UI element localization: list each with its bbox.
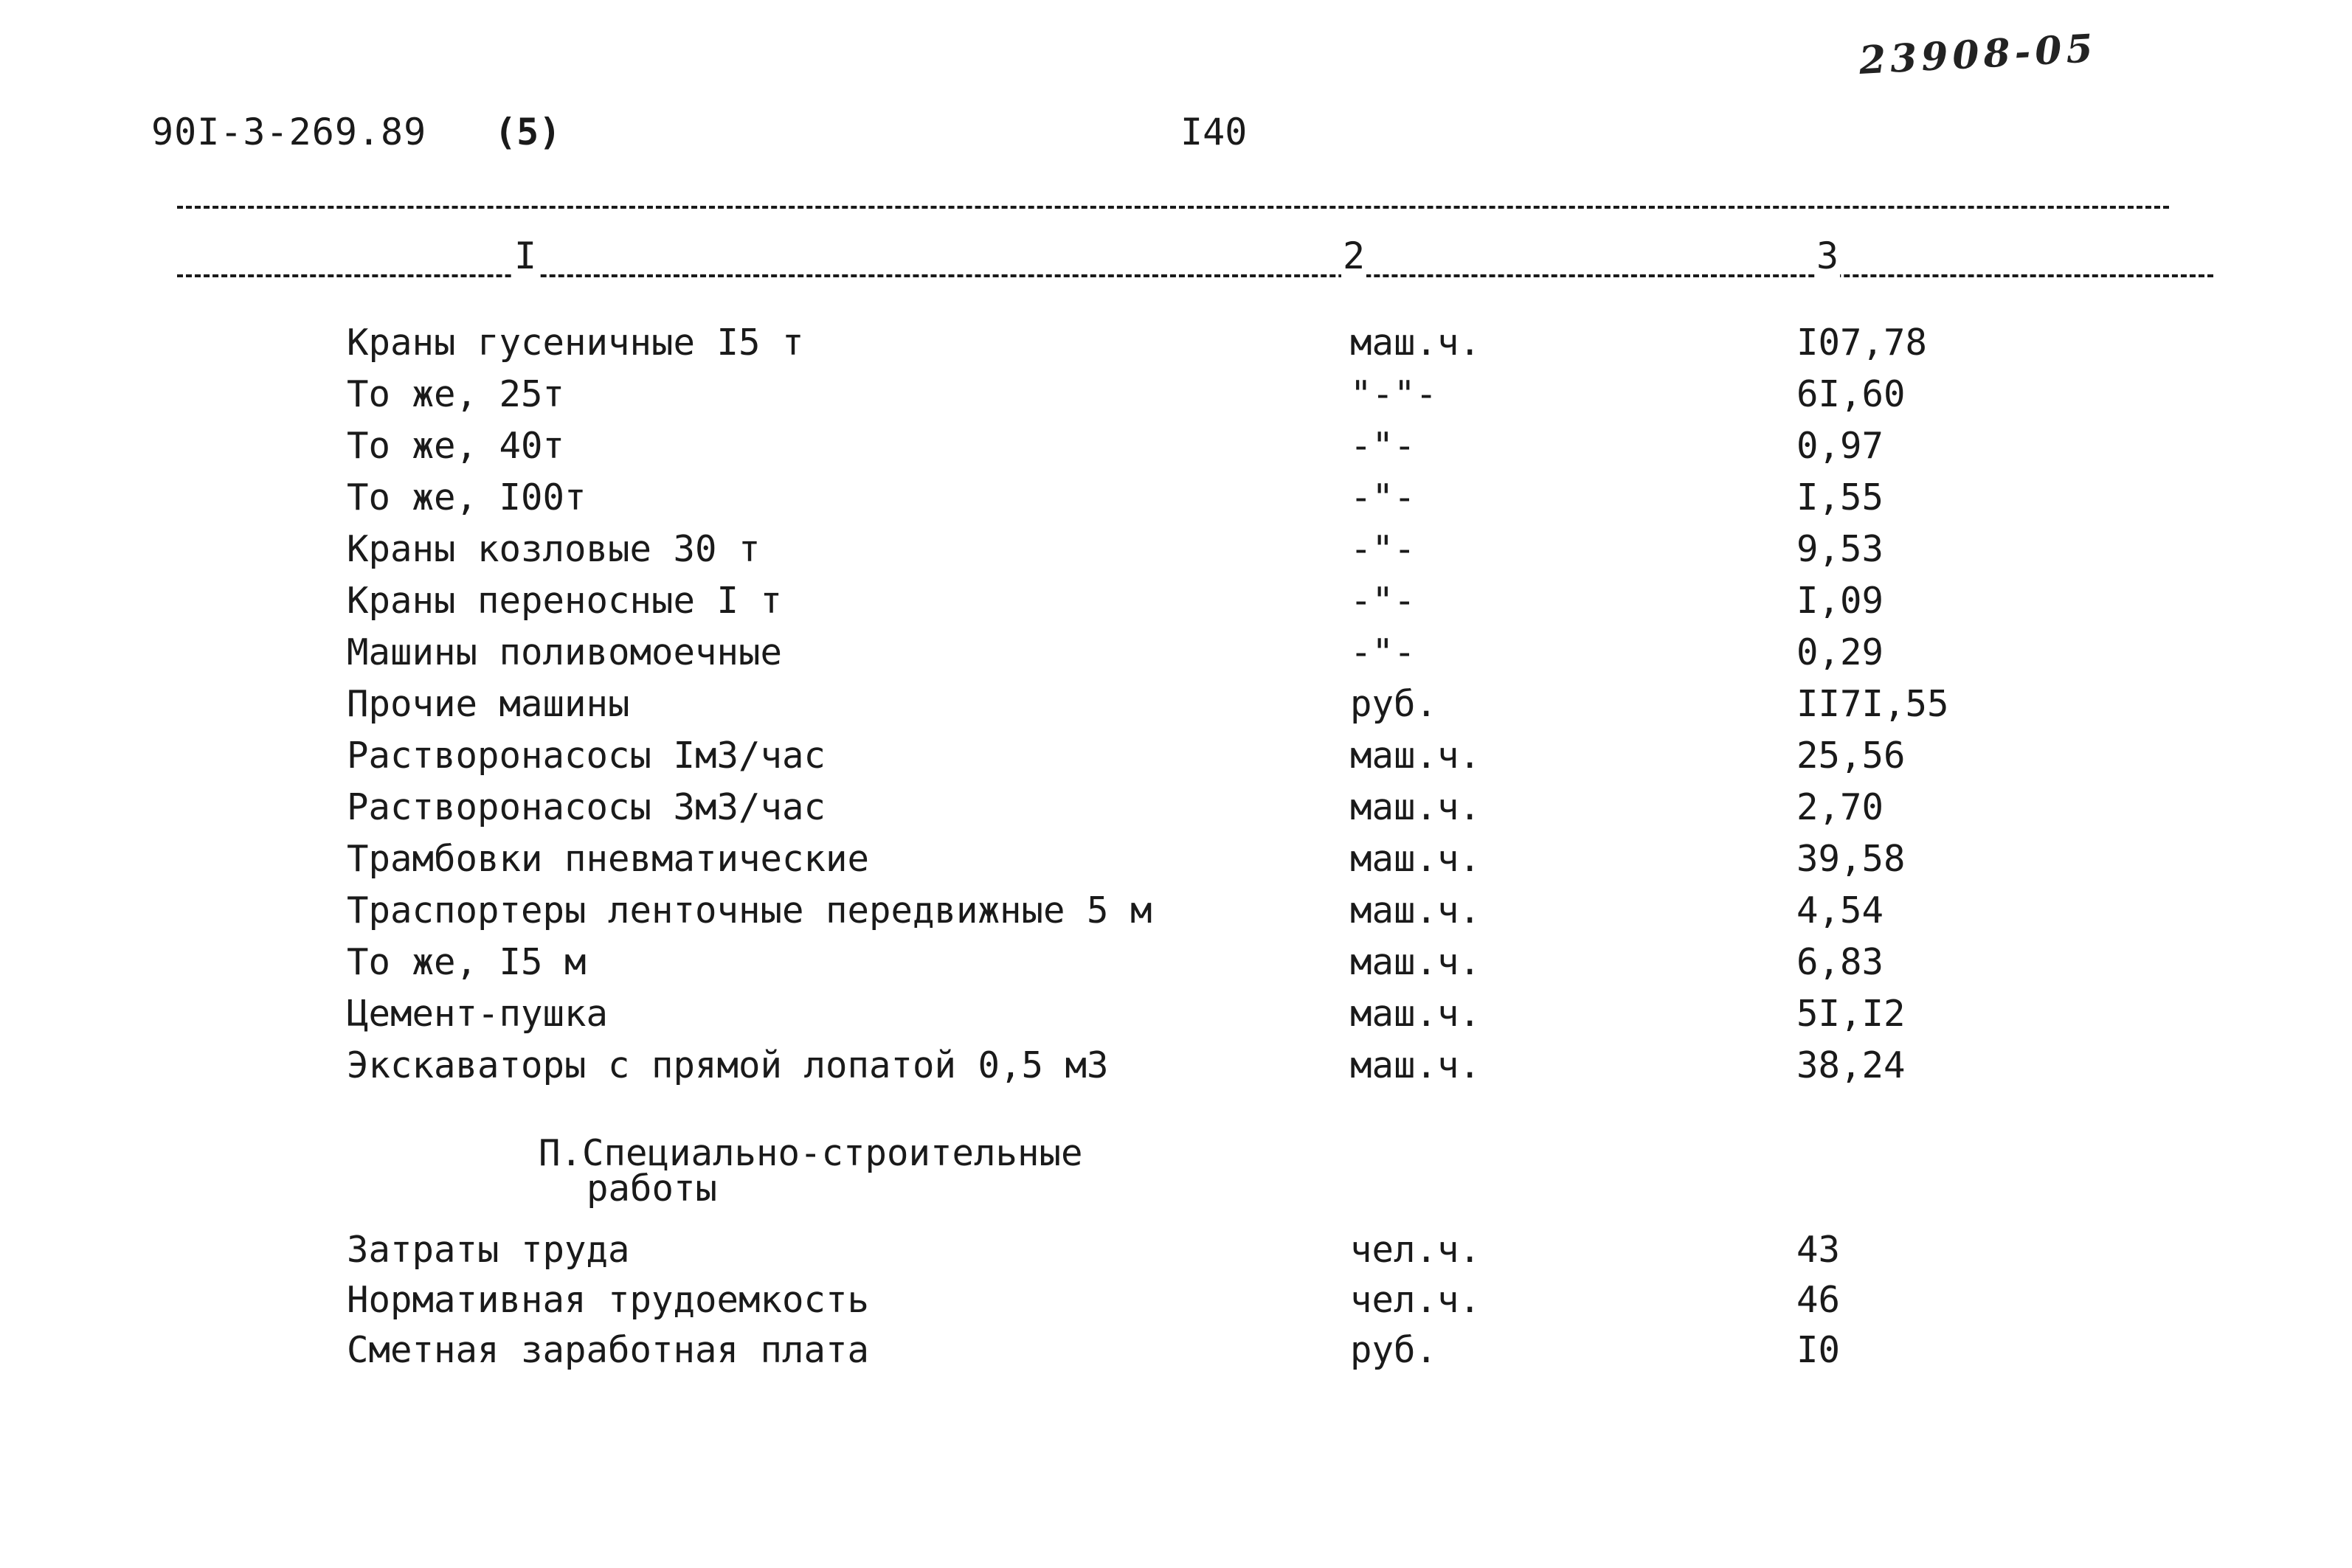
row-unit: маш.ч. [1350, 838, 1481, 880]
table-row [0, 885, 2352, 937]
sheet-label: (5) [494, 111, 561, 153]
table-row [0, 524, 2352, 575]
row-value: 5I,I2 [1796, 993, 1906, 1035]
column-header-2: 2 [1343, 235, 1366, 277]
row-value: 4,54 [1796, 889, 1884, 932]
dashed-rule-top [177, 206, 2169, 209]
table-row [0, 679, 2352, 730]
document-code: 90I-3-269.89 [151, 111, 427, 153]
row-name: Краны козловые 30 т [347, 528, 761, 570]
table-row [0, 833, 2352, 885]
row-value: 6,83 [1796, 941, 1884, 983]
row-value: 6I,60 [1796, 373, 1906, 415]
row-name: То же, 40т [347, 425, 565, 467]
row-unit: -"- [1350, 580, 1416, 622]
row-name: Краны гусеничные I5 т [347, 322, 804, 364]
table-body [0, 317, 2352, 1375]
row-unit: маш.ч. [1350, 1044, 1481, 1086]
section-rows [0, 1224, 2352, 1375]
row-unit: -"- [1350, 528, 1416, 570]
row-value: I,09 [1796, 580, 1884, 622]
row-name: Машины поливомоечные [347, 631, 783, 673]
handwritten-number: 23908-05 [1858, 26, 2099, 83]
row-value: I07,78 [1796, 322, 1928, 364]
row-name: Затраты труда [347, 1229, 630, 1271]
section-title-continuation: работы [587, 1168, 718, 1210]
table-row [0, 1274, 2352, 1325]
row-value: 2,70 [1796, 786, 1884, 828]
row-value: 0,97 [1796, 425, 1884, 467]
row-name: Растворонасосы 3м3/час [347, 786, 826, 828]
row-name: Трамбовки пневматические [347, 838, 870, 880]
row-name: Растворонасосы Iм3/час [347, 735, 826, 777]
row-unit: маш.ч. [1350, 322, 1481, 364]
row-unit: маш.ч. [1350, 889, 1481, 932]
section-title: П.Специально-строительные [539, 1132, 1083, 1174]
table-row [0, 1040, 2352, 1092]
table-row [0, 420, 2352, 472]
row-name: То же, 25т [347, 373, 565, 415]
table-row [0, 627, 2352, 679]
row-value: I0 [1796, 1329, 1841, 1371]
row-value: I,55 [1796, 476, 1884, 518]
row-name: Нормативная трудоемкость [347, 1279, 870, 1321]
table-row [0, 472, 2352, 524]
row-unit: маш.ч. [1350, 786, 1481, 828]
table-row [0, 730, 2352, 782]
row-name: Экскаваторы с прямой лопатой 0,5 м3 [347, 1044, 1109, 1086]
row-unit: руб. [1350, 1329, 1438, 1371]
row-value: 38,24 [1796, 1044, 1906, 1086]
row-unit: чел.ч. [1350, 1279, 1481, 1321]
table-row [0, 782, 2352, 833]
row-value: 0,29 [1796, 631, 1884, 673]
row-name: То же, I5 м [347, 941, 587, 983]
row-unit: "-"- [1350, 373, 1438, 415]
row-value: 39,58 [1796, 838, 1906, 880]
column-header-3: 3 [1816, 235, 1839, 277]
column-header-1: I [514, 235, 537, 277]
row-value: 9,53 [1796, 528, 1884, 570]
table-row [0, 1325, 2352, 1375]
row-unit: -"- [1350, 631, 1416, 673]
row-name: Краны переносные I т [347, 580, 783, 622]
row-name: Цемент-пушка [347, 993, 609, 1035]
row-value: 25,56 [1796, 735, 1906, 777]
row-name: То же, I00т [347, 476, 587, 518]
table-row [0, 988, 2352, 1040]
row-name: Прочие машины [347, 683, 630, 725]
row-name: Траспортеры ленточные передвижные 5 м [347, 889, 1152, 932]
row-value: 46 [1796, 1279, 1841, 1321]
row-value: II7I,55 [1796, 683, 1949, 725]
row-unit: -"- [1350, 476, 1416, 518]
dashed-rule-bottom [177, 274, 2213, 277]
table-row [0, 369, 2352, 420]
row-unit: маш.ч. [1350, 735, 1481, 777]
table-row [0, 1224, 2352, 1274]
row-unit: маш.ч. [1350, 993, 1481, 1035]
table-row [0, 575, 2352, 627]
table-row [0, 937, 2352, 988]
row-unit: -"- [1350, 425, 1416, 467]
row-unit: руб. [1350, 683, 1438, 725]
row-unit: чел.ч. [1350, 1229, 1481, 1271]
page-number: I40 [1180, 111, 1248, 153]
row-unit: маш.ч. [1350, 941, 1481, 983]
row-value: 43 [1796, 1229, 1841, 1271]
row-name: Сметная заработная плата [347, 1329, 870, 1371]
section-heading [0, 1132, 2352, 1224]
table-row [0, 317, 2352, 369]
